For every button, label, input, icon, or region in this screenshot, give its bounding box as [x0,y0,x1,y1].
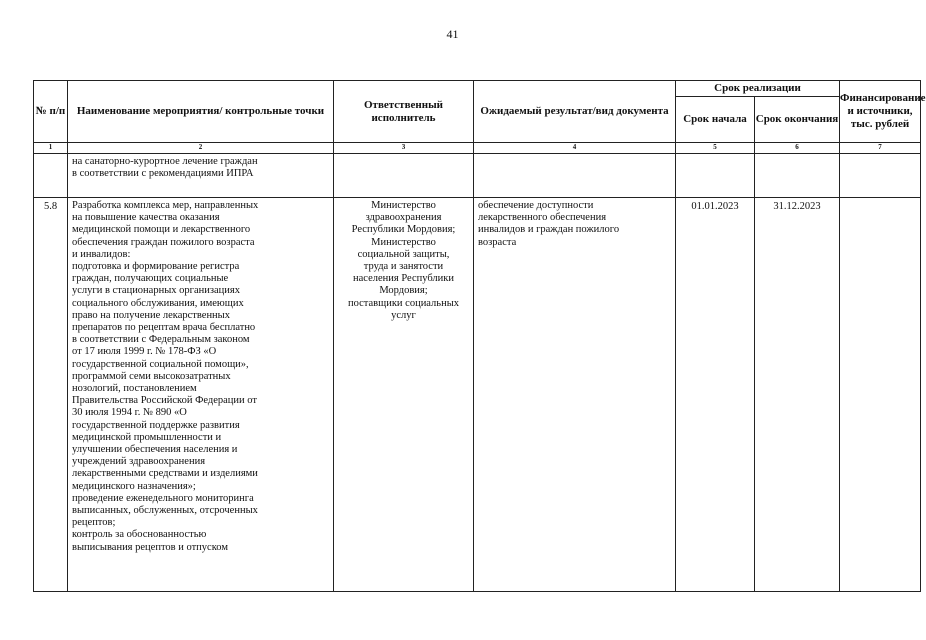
row-finance [840,198,921,592]
row-result [474,198,676,592]
cell-text-line: услуги в стационарных организациях [72,285,240,297]
row-num [34,154,68,198]
cell-text-line: программой семи высокозатратных [72,370,231,382]
cell-text-line: здравоохранения [365,212,442,224]
row-finance [840,154,921,198]
column-number-row [34,143,921,154]
header-period: Срок реализации [676,81,840,97]
row-num: 5.8 [34,198,68,592]
cell-text-line: в соответствии с Федеральным законом [72,334,250,346]
column-number: 2 [68,143,334,154]
cell-text-line: контроль за обоснованностью [72,529,207,541]
cell-text-line: труда и занятости [363,261,444,273]
cell-text-line: Министерство [371,200,436,211]
cell-text-line: выписанных, обслуженных, отсроченных [72,505,258,517]
plan-table [33,80,926,592]
row-executor [334,198,474,592]
cell-text-line: Мордовия; [379,285,428,297]
cell-text-line: на повышение качества оказания [72,212,220,224]
cell-text-line: 30 июля 1994 г. № 890 «О [72,407,187,419]
header-executor: Ответственный исполнитель [334,81,474,143]
cell-text-line: в соответствии с рекомендациями ИПРА [72,168,254,180]
header-start: Срок начала [676,97,755,143]
cell-text-line: от 17 июля 1999 г. № 178-ФЗ «О [72,346,217,358]
table-row [34,198,921,592]
cell-text-line: право на получение лекарственных [72,309,230,321]
header-finance: Финансирование и источники, тыс. рублей [840,81,921,143]
header-name: Наименование мероприятия/ контрольные точки [68,81,334,143]
column-number: 6 [755,143,840,154]
cell-text-line: лекарственными средствами и изделиями [72,468,258,480]
cell-text-line: и инвалидов: [72,248,131,260]
column-number: 5 [676,143,755,154]
cell-text-line: медицинской промышленности и [72,431,222,443]
header-result: Ожидаемый результат/вид документа [474,81,676,143]
cell-text-line: лекарственного обеспечения [478,212,607,224]
header-end: Срок окончания [755,97,840,143]
cell-text-line: рецептов; [72,517,116,529]
cell-text-line: возраста [478,236,517,248]
row-end [755,154,840,198]
cell-text-line: проведение еженедельного мониторинга [72,492,254,504]
row-name [68,154,334,198]
cell-text-line: инвалидов и граждан пожилого [478,224,620,236]
cell-text-line: государственной поддержке развития [72,419,240,431]
cell-text-line: Правительства Российской Федерации от [72,395,257,407]
row-start [676,154,755,198]
cell-text-line: препаратов по рецептам врача бесплатно [72,322,256,334]
cell-text-line: медицинской помощи и лекарственного [72,224,251,236]
cell-text-line: Министерство [371,236,436,248]
cell-text-line: на санаторно-курортное лечение граждан [72,156,258,167]
cell-text-line: подготовка и формирование регистра [72,261,240,273]
cell-text-line: граждан, получающих социальные [72,273,229,285]
row-executor [334,154,474,198]
column-number: 1 [34,143,68,154]
column-number: 3 [334,143,474,154]
cell-text-line: Разработка комплекса мер, направленных [72,200,259,211]
cell-text-line: нозологий, постановлением [72,383,197,395]
row-end: 31.12.2023 [755,198,840,592]
row-name [68,198,334,592]
cell-text-line: населения Республики [353,273,454,285]
cell-text-line: обеспечения граждан пожилого возраста [72,236,255,248]
cell-text-line: услуг [391,309,416,321]
cell-text-line: обеспечение доступности [478,200,594,211]
cell-text-line: социальной защиты, [357,248,450,260]
cell-text-line: поставщики социальных [347,297,460,309]
header-num: № п/п [34,81,68,143]
table-row [34,154,921,198]
row-result [474,154,676,198]
cell-text-line: социального обслуживания, имеющих [72,297,244,309]
row-start: 01.01.2023 [676,198,755,592]
page-number: 41 [446,27,459,41]
cell-text-line: государственной социальной помощи», [72,358,249,370]
column-number: 7 [840,143,921,154]
cell-text-line: выписывания рецептов и отпуском [72,541,228,553]
cell-text-line: Республики Мордовия; [351,224,456,236]
column-number: 4 [474,143,676,154]
cell-text-line: улучшении обеспечения населения и [72,444,238,456]
cell-text-line: медицинского назначения»; [72,480,196,492]
cell-text-line: учреждений здравоохранения [72,456,206,468]
